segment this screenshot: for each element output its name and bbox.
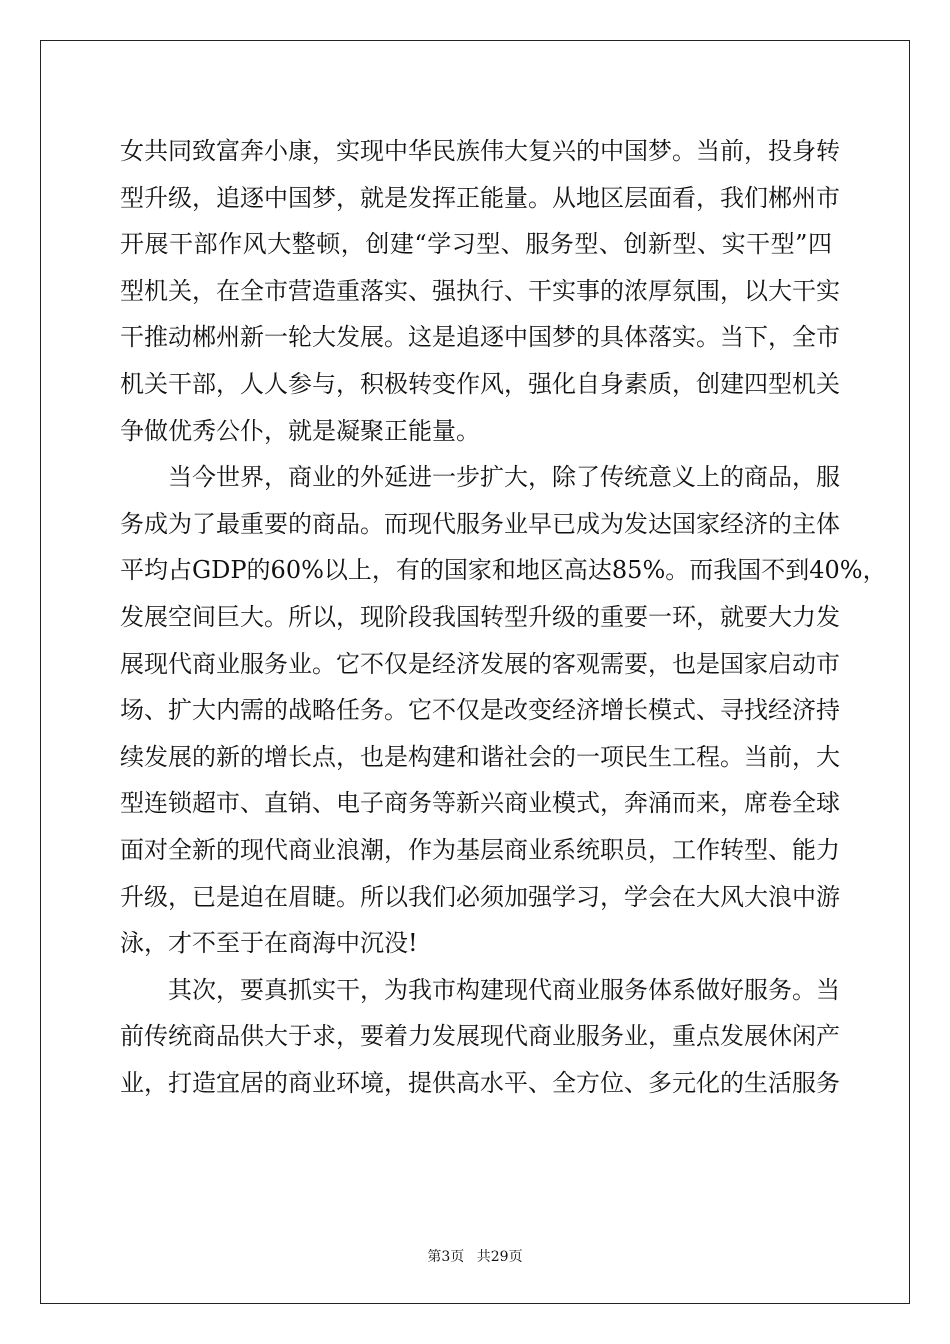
text-line <box>120 641 840 688</box>
page-number: 第3页 <box>427 1249 465 1265</box>
text-line-content: 升级，已是迫在眉睫。所以我们必须加强学习，学会在大风大浪中游 <box>120 882 840 911</box>
text-line-content: 争做优秀公仆，就是凝聚正能量。 <box>120 416 480 445</box>
text-line-content: 平均占GDP的60%以上，有的国家和地区高达85%。而我国不到40%， <box>120 556 887 585</box>
text-line <box>120 687 840 734</box>
text-line <box>120 128 840 175</box>
text-line <box>120 221 832 268</box>
text-line-content: 型升级，追逐中国梦，就是发挥正能量。从地区层面看，我们郴州市 <box>120 183 840 212</box>
text-line-content: 当今世界，商业的外延进一步扩大，除了传统意义上的商品，服 <box>168 463 840 492</box>
text-line-content: 场、扩大内需的战略任务。它不仅是改变经济增长模式、寻找经济持 <box>120 696 840 725</box>
text-line-content: 干推动郴州新一轮大发展。这是追逐中国梦的具体落实。当下，全市 <box>120 323 840 352</box>
page-footer <box>0 1246 950 1266</box>
text-line <box>120 175 840 222</box>
text-line <box>120 734 840 781</box>
text-line <box>120 547 887 594</box>
text-line <box>120 408 832 455</box>
text-line <box>120 780 840 827</box>
text-line-content: 开展干部作风大整顿，创建“学习型、服务型、创新型、实干型”四 <box>120 230 832 259</box>
text-line-content: 型连锁超市、直销、电子商务等新兴商业模式，奔涌而来，席卷全球 <box>120 789 840 818</box>
text-line <box>120 874 840 921</box>
text-line <box>120 1013 840 1060</box>
text-line-content: 机关干部，人人参与，积极转变作风，强化自身素质，创建四型机关 <box>120 369 840 398</box>
document-body <box>120 128 887 1106</box>
text-line-content: 业，打造宜居的商业环境，提供高水平、全方位、多元化的生活服务 <box>120 1068 840 1097</box>
text-line-content: 务成为了最重要的商品。而现代服务业早已成为发达国家经济的主体 <box>120 509 840 538</box>
text-line-content: 续发展的新的增长点，也是构建和谐社会的一项民生工程。当前，大 <box>120 742 840 771</box>
text-line <box>120 314 840 361</box>
text-line <box>120 454 840 501</box>
text-line-content: 型机关，在全市营造重落实、强执行、干实事的浓厚氛围，以大干实 <box>120 276 840 305</box>
text-line <box>120 594 840 641</box>
text-line-content: 泳，才不至于在商海中沉没! <box>120 929 418 958</box>
text-line <box>120 268 840 315</box>
text-line-content: 展现代商业服务业。它不仅是经济发展的客观需要，也是国家启动市 <box>120 649 840 678</box>
text-line <box>120 501 840 548</box>
text-line <box>120 920 832 967</box>
text-line-content: 前传统商品供大于求，要着力发展现代商业服务业，重点发展休闲产 <box>120 1022 840 1051</box>
text-line-content: 其次，要真抓实干，为我市构建现代商业服务体系做好服务。当 <box>168 975 840 1004</box>
page-total: 共29页 <box>476 1249 523 1265</box>
text-line-content: 面对全新的现代商业浪潮，作为基层商业系统职员，工作转型、能力 <box>120 835 840 864</box>
text-line <box>120 827 840 874</box>
text-line <box>120 1060 840 1107</box>
text-line-content: 发展空间巨大。所以，现阶段我国转型升级的重要一环，就要大力发 <box>120 602 840 631</box>
text-line-content: 女共同致富奔小康，实现中华民族伟大复兴的中国梦。当前，投身转 <box>120 137 840 165</box>
text-line <box>120 361 840 408</box>
text-line <box>120 967 840 1014</box>
